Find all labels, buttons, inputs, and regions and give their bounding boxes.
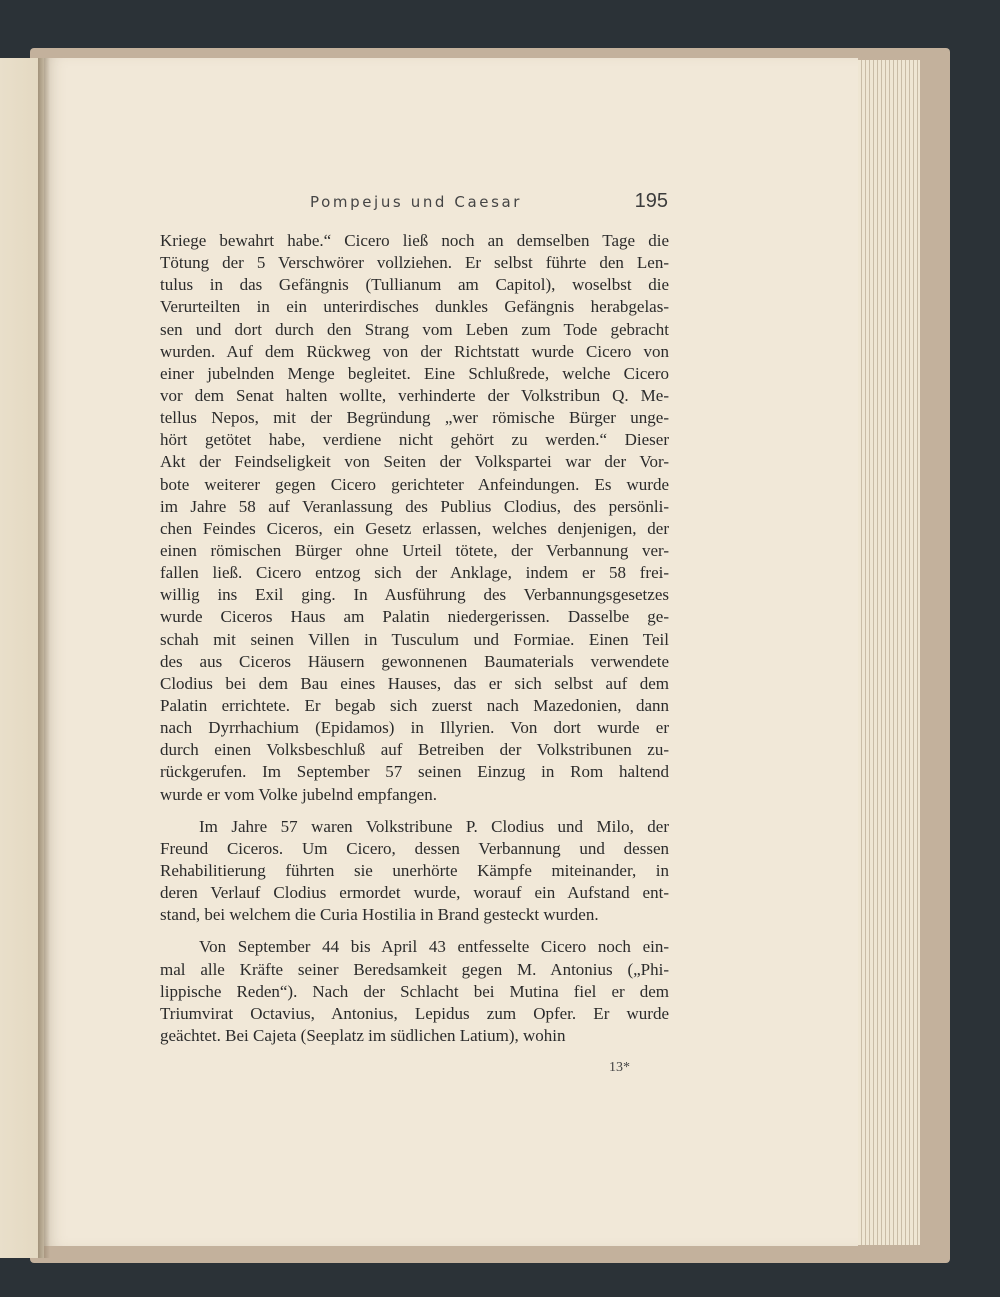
text-line: einer jubelnden Menge begleitet. Eine Schlußrede, welche Cicero [160,363,669,383]
text-line: Palatin errichtete. Er begab sich zuerst nach Mazedonien, dann [160,695,669,715]
text-line: vor dem Senat halten wollte, verhinderte der Volkstribun Q. Me- [160,385,669,405]
text-line: chen Feindes Ciceros, ein Gesetz erlassen, welches denjenigen, der [160,518,669,538]
text-line: sen und dort durch den Strang vom Leben zum Tode gebracht [160,319,669,339]
running-title: Pompejus und Caesar [310,193,523,211]
paragraph [160,936,669,1047]
text-line: nach Dyrrhachium (Epidamos) in Illyrien. Von dort wurde er [160,718,669,738]
text-line: geächtet. Bei Cajeta (Seeplatz im südlichen Latium), wohin [160,1025,566,1045]
text-line: wurde er vom Volke jubelnd empfangen. [160,784,437,804]
text-line: Von September 44 bis April 43 entfesselte Cicero noch ein- [199,937,669,957]
text-line: stand, bei welchem die Curia Hostilia in Brand gesteckt wurden. [160,905,599,925]
text-line: wurde Ciceros Haus am Palatin niedergerissen. Dasselbe ge- [160,607,669,627]
text-line: tulus in das Gefängnis (Tullianum am Capitol), woselbst die [160,275,669,295]
page-number: 195 [634,190,668,212]
text-line: einen römischen Bürger ohne Urteil tötete, der Verbannung ver- [160,540,669,560]
text-line: bote weiterer gegen Cicero gerichteter Anfeindungen. Es wurde [160,474,669,494]
text-line: fallen ließ. Cicero entzog sich der Anklage, indem er 58 frei- [160,563,669,583]
text-line: Tötung der 5 Verschwörer vollziehen. Er selbst führte den Len- [160,253,669,273]
paragraph [160,816,669,927]
text-line: im Jahre 58 auf Veranlassung des Publius Clodius, des persönli- [160,496,669,516]
gutter-shadow [38,58,50,1258]
text-line: rückgerufen. Im September 57 seinen Einzug in Rom haltend [160,762,669,782]
text-line: Clodius bei dem Bau eines Hauses, das er sich selbst auf dem [160,673,669,693]
text-line: Rehabilitierung führten sie unerhörte Kämpfe miteinander, in [160,860,669,880]
text-line: Kriege bewahrt habe.“ Cicero ließ noch an demselben Tage die [160,231,669,250]
signature-mark: 13* [609,1060,630,1075]
page-header [160,190,670,218]
page-block-edges [858,60,920,1245]
body-text [160,230,669,1047]
paragraph [160,230,669,806]
text-line: willig ins Exil ging. In Ausführung des Verbannungsgesetzes [160,585,669,605]
text-line: lippische Reden“). Nach der Schlacht bei Mutina fiel er dem [160,981,669,1001]
text-line: schah mit seinen Villen in Tusculum und Formiae. Einen Teil [160,629,669,649]
text-line: des aus Ciceros Häusern gewonnenen Baumaterials verwendete [160,651,669,671]
text-line: tellus Nepos, mit der Begründung „wer römische Bürger unge- [160,408,669,428]
text-line: durch einen Volksbeschluß auf Betreiben der Volkstribunen zu- [160,740,669,760]
text-line: deren Verlauf Clodius ermordet wurde, worauf ein Aufstand ent- [160,883,669,903]
text-line: Akt der Feindseligkeit von Seiten der Volkspartei war der Vor- [160,452,669,472]
text-line: mal alle Kräfte seiner Beredsamkeit gegen M. Antonius („Phi- [160,959,669,979]
text-line: Verurteilten in ein unterirdisches dunkles Gefängnis herabgelas- [160,297,669,317]
text-line: hört getötet habe, verdiene nicht gehört zu werden.“ Dieser [160,430,669,450]
text-line: Freund Ciceros. Um Cicero, dessen Verbannung und dessen [160,838,669,858]
text-line: Im Jahre 57 waren Volkstribune P. Clodius und Milo, der [199,816,669,836]
text-line: wurden. Auf dem Rückweg von der Richtstatt wurde Cicero von [160,341,669,361]
text-line: Triumvirat Octavius, Antonius, Lepidus zum Opfer. Er wurde [160,1003,669,1023]
